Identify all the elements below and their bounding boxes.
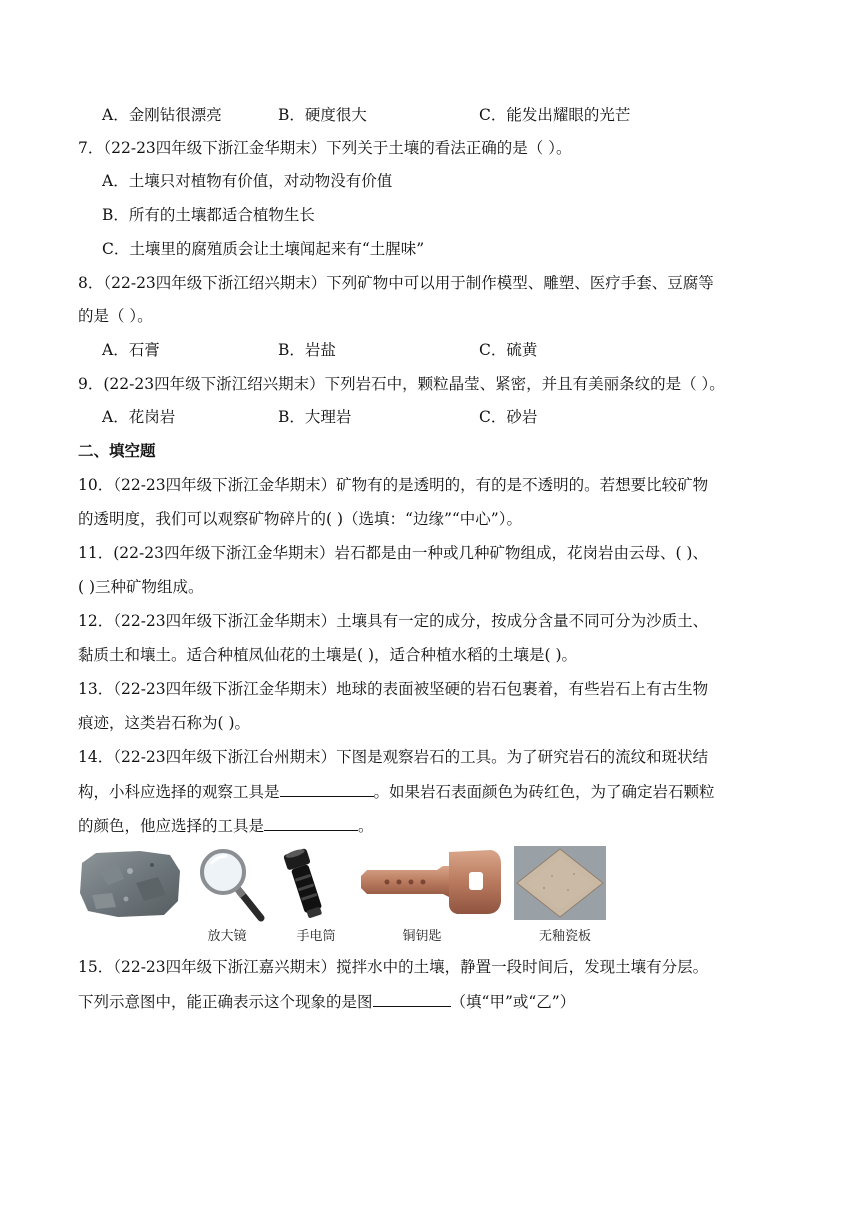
q15-line2	[78, 990, 575, 1013]
q9-stem: 9．(22-23四年级下浙江绍兴期末）下列岩石中，颗粒晶莹、紧密，并且有美丽条纹的是（ ）。	[78, 375, 725, 393]
q14-line2-text-b: 。如果岩石表面颜色为砖红色，为了确定岩石颗粒	[373, 783, 715, 801]
caption-magnifier: 放大镜	[207, 929, 247, 944]
q14-answer-blank-2[interactable]	[264, 814, 358, 831]
q6-option-a: A．金刚钻很漂亮	[102, 106, 222, 124]
q14-line3-text-b: 。	[358, 817, 374, 835]
q9-option-a: A．花岗岩	[102, 408, 176, 426]
q6-option-b: B．硬度很大	[278, 106, 367, 124]
caption-copper-key: 铜钥匙	[402, 929, 442, 944]
q10-line2: 的透明度，我们可以观察矿物碎片的( )（选填：“边缘”“中心”）。	[78, 510, 522, 528]
q11-line2: ( )三种矿物组成。	[78, 578, 204, 596]
q12-line1: 12．（22-23四年级下浙江金华期末）土壤具有一定的成分，按成分含量不同可分为沙质土、	[78, 612, 709, 630]
q14-line2	[78, 780, 715, 803]
q14-line2-text-a: 构，小科应选择的观察工具是	[78, 783, 280, 801]
q8-option-b: B．岩盐	[278, 341, 336, 359]
q8-option-c: C．硫黄	[479, 341, 538, 359]
q9-option-b: B．大理岩	[278, 408, 352, 426]
q7-option-c: C．土壤里的腐殖质会让土壤闻起来有“土腥味”	[102, 240, 425, 258]
q14-answer-blank-1[interactable]	[280, 780, 374, 797]
q14-line1: 14．（22-23四年级下浙江台州期末）下图是观察岩石的工具。为了研究岩石的流纹和斑状结	[78, 748, 709, 766]
q15-line2-text-b: （填“甲”或“乙”）	[450, 993, 576, 1011]
q11-line1: 11．(22-23四年级下浙江金华期末）岩石都是由一种或几种矿物组成，花岗岩由云母、( )、	[78, 544, 708, 562]
unglazed-porcelain-tile-image	[514, 846, 606, 920]
flashlight-image	[280, 846, 330, 922]
section-heading-fill-blank: 二、填空题	[78, 442, 156, 460]
caption-flashlight: 手电筒	[296, 929, 336, 944]
q8-stem-line2: 的是（ ）。	[78, 307, 153, 325]
magnifier-image	[197, 846, 267, 922]
q15-answer-blank[interactable]	[373, 990, 451, 1007]
q13-line1: 13．（22-23四年级下浙江金华期末）地球的表面被坚硬的岩石包裹着，有些岩石上有古生物	[78, 680, 709, 698]
q15-line2-text-a: 下列示意图中，能正确表示这个现象的是图	[78, 993, 373, 1011]
q13-line2: 痕迹，这类岩石称为( )。	[78, 714, 251, 732]
q10-line1: 10．（22-23四年级下浙江金华期末）矿物有的是透明的，有的是不透明的。若想要比较矿物	[78, 476, 709, 494]
q8-stem-line1: 8．（22-23四年级下浙江绍兴期末）下列矿物中可以用于制作模型、雕塑、医疗手套、豆腐等	[78, 274, 714, 292]
copper-key-image	[357, 846, 505, 918]
q6-option-c: C．能发出耀眼的光芒	[479, 106, 631, 124]
q7-option-b: B．所有的土壤都适合植物生长	[102, 206, 315, 224]
caption-porcelain-tile: 无釉瓷板	[538, 929, 591, 944]
q8-option-a: A．石膏	[102, 341, 160, 359]
q12-line2: 黏质土和壤土。适合种植凤仙花的土壤是( )，适合种植水稻的土壤是( )。	[78, 646, 578, 664]
q15-line1: 15．（22-23四年级下浙江嘉兴期末）搅拌水中的土壤，静置一段时间后，发现土壤有分层。	[78, 958, 709, 976]
q7-stem: 7．（22-23四年级下浙江金华期末）下列关于土壤的看法正确的是（ ）。	[78, 139, 572, 157]
q14-line3	[78, 814, 374, 837]
q14-line3-text-a: 的颜色，他应选择的工具是	[78, 817, 265, 835]
q7-option-a: A．土壤只对植物有价值，对动物没有价值	[102, 172, 393, 190]
q9-option-c: C．砂岩	[479, 408, 538, 426]
rock-sample-image	[78, 849, 182, 919]
